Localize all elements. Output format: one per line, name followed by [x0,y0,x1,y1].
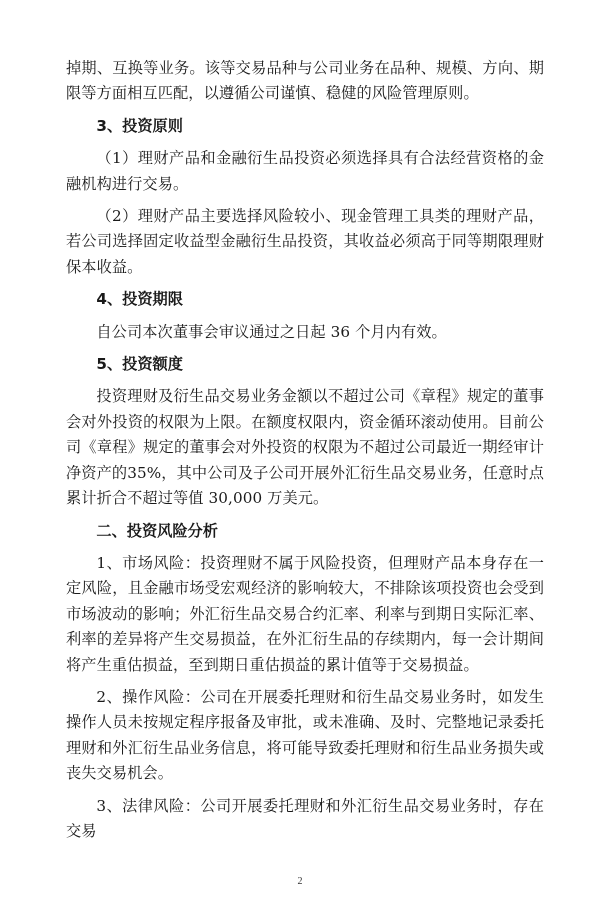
heading-investment-amount: 5、投资额度 [96,355,183,374]
paragraph-investment-amount: 投资理财及衍生品交易业务金额以不超过公司《章程》规定的董事会对外投资的权限为上限。在额度权限内，资金循环滚动使用。目前公司《章程》规定的董事会对外投资的权限为不超过公司最近一期经审计净资产的35%，其中公司及子公司开展外汇衍生品交易业务，任意时点累计折合不超过等值 30,000 万美元。 [66,387,544,508]
page-number: 2 [297,876,303,887]
paragraph-principle-1: （1）理财产品和金融衍生品投资必须选择具有合法经营资格的金融机构进行交易。 [66,149,544,193]
paragraph-market-risk: 1、市场风险：投资理财不属于风险投资，但理财产品本身存在一定风险，且金融市场受宏观经济的影响较大，不排除该项投资也会受到市场波动的影响；外汇衍生品交易合约汇率、利率与到期日实际汇率、利率的差异将产生交易损益，在外汇衍生品的存续期内，每一会计期间将产生重估损益，至到期日重估损益的累计值等于交易损益。 [66,553,544,674]
document-body [66,56,544,851]
paragraph-operation-risk: 2、操作风险：公司在开展委托理财和衍生品交易业务时，如发生操作人员未按规定程序报备及审批，或未准确、及时、完整地记录委托理财和外汇衍生品业务信息，将可能导致委托理财和衍生品业务损失或丧失交易机会。 [66,687,544,783]
paragraph-swap-business: 掉期、互换等业务。该等交易品种与公司业务在品种、规模、方向、期限等方面相互匹配，以遵循公司谨慎、稳健的风险管理原则。 [66,59,544,103]
heading-investment-period: 4、投资期限 [96,290,183,309]
paragraph-principle-2: （2）理财产品主要选择风险较小、现金管理工具类的理财产品，若公司选择固定收益型金融衍生品投资，其收益必须高于同等期限理财保本收益。 [66,207,544,276]
heading-investment-principles: 3、投资原则 [96,116,183,135]
paragraph-legal-risk: 3、法律风险：公司开展委托理财和外汇衍生品交易业务时，存在交易 [66,796,544,840]
paragraph-investment-period: 自公司本次董事会审议通过之日起 36 个月内有效。 [96,322,447,341]
heading-risk-analysis: 二、投资风险分析 [96,521,218,540]
